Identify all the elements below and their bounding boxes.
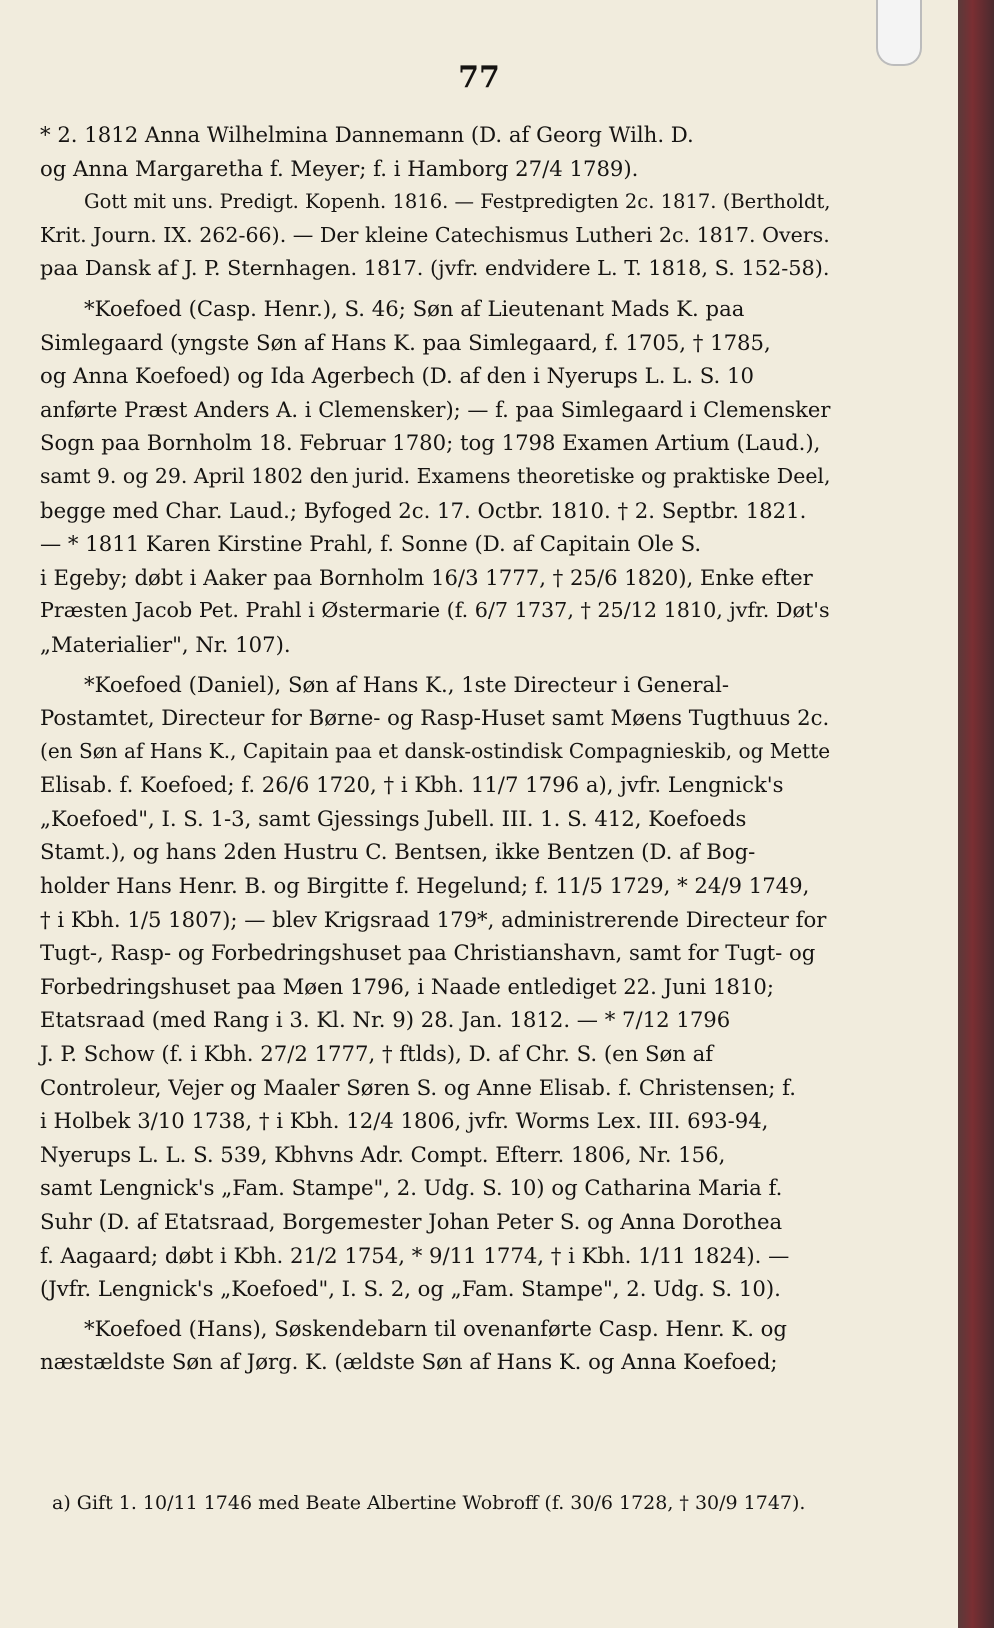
- text-line: begge med Char. Laud.; Byfoged 2c. 17. Octbr. 1810. † 2. Septbr. 1821.: [40, 497, 807, 523]
- text-line: Nyerups L. L. S. 539, Kbhvns Adr. Compt. Efterr. 1806, Nr. 156,: [40, 1141, 726, 1167]
- text-line: og Anna Koefoed) og Ida Agerbech (D. af den i Nyerups L. L. S. 10: [40, 363, 754, 389]
- text-line: anførte Præst Anders A. i Clemensker); — f. paa Simlegaard i Clemensker: [40, 396, 831, 422]
- text-line: *Koefoed (Daniel), Søn af Hans K., 1ste Directeur i General-: [84, 671, 730, 697]
- text-line: næstældste Søn af Jørg. K. (ældste Søn af Hans K. og Anna Koefoed;: [40, 1349, 778, 1375]
- text-line: holder Hans Henr. B. og Birgitte f. Hegelund; f. 11/5 1729, * 24/9 1749,: [40, 873, 810, 899]
- text-line: Tugt-, Rasp- og Forbedringshuset paa Christianshavn, samt for Tugt- og: [40, 940, 816, 966]
- text-line: i Egeby; døbt i Aaker paa Bornholm 16/3 1777, † 25/6 1820), Enke efter: [40, 564, 813, 590]
- text-line: *Koefoed (Hans), Søskendebarn til ovenanførte Casp. Henr. K. og: [84, 1315, 787, 1341]
- text-line: „Materialier", Nr. 107).: [40, 631, 291, 657]
- page-number: 77: [458, 60, 500, 95]
- text-line: „Koefoed", I. S. 1-3, samt Gjessings Jubell. III. 1. S. 412, Koefoeds: [40, 805, 747, 831]
- text-line: samt 9. og 29. April 1802 den jurid. Examens theoretiske og praktiske Deel,: [40, 463, 831, 488]
- text-line: † i Kbh. 1/5 1807); — blev Krigsraad 179*, administrerende Directeur for: [40, 906, 827, 932]
- text-line: Etatsraad (med Rang i 3. Kl. Nr. 9) 28. Jan. 1812. — * 7/12 1796: [40, 1007, 731, 1033]
- entry-koefoed-casp-henr: [40, 292, 830, 662]
- text-line: Gott mit uns. Predigt. Kopenh. 1816. — Festpredigten 2c. 1817. (Bertholdt,: [84, 190, 831, 214]
- text-line: Elisab. f. Koefoed; f. 26/6 1720, † i Kbh. 11/7 1796 a), jvfr. Lengnick's: [40, 772, 784, 798]
- text-line: (Jvfr. Lengnick's „Koefoed", I. S. 2, og „Fam. Stampe", 2. Udg. S. 10).: [40, 1276, 781, 1302]
- text-line: Stamt.), og hans 2den Hustru C. Bentsen, ikke Bentzen (D. af Bog-: [40, 839, 756, 865]
- text-line: J. P. Schow (f. i Kbh. 27/2 1777, † ftlds), D. af Chr. S. (en Søn af: [40, 1041, 714, 1067]
- text-line: Postamtet, Directeur for Børne- og Rasp-Huset samt Møens Tugthuus 2c.: [40, 705, 830, 731]
- text-line: Forbedringshuset paa Møen 1796, i Naade entlediget 22. Juni 1810;: [40, 973, 774, 999]
- text-line: Præsten Jacob Pet. Prahl i Østermarie (f. 6/7 1737, † 25/12 1810, jvfr. Døt's: [40, 598, 830, 623]
- text-line: Krit. Journ. IX. 262-66). — Der kleine Catechismus Lutheri 2c. 1817. Overs.: [40, 222, 830, 247]
- footnote: a) Gift 1. 10/11 1746 med Beate Albertine Wobroff (f. 30/6 1728, † 30/9 1747).: [52, 1492, 806, 1514]
- text-line: paa Dansk af J. P. Sternhagen. 1817. (jvfr. endvidere L. T. 1818, S. 152-58).: [40, 256, 830, 281]
- text-line: *Koefoed (Casp. Henr.), S. 46; Søn af Lieutenant Mads K. paa: [84, 295, 745, 321]
- entry-dannemann: [40, 118, 830, 286]
- page-tab-marker: [876, 0, 922, 66]
- entry-koefoed-daniel: [40, 668, 830, 1306]
- text-line: i Holbek 3/10 1738, † i Kbh. 12/4 1806, jvfr. Worms Lex. III. 693-94,: [40, 1108, 769, 1134]
- text-line: Simlegaard (yngste Søn af Hans K. paa Simlegaard, f. 1705, † 1785,: [40, 329, 771, 355]
- text-line: (en Søn af Hans K., Capitain paa et dansk-ostindisk Compagnieskib, og Mette: [40, 738, 831, 763]
- text-line: Suhr (D. af Etatsraad, Borgemester Johan Peter S. og Anna Dorothea: [40, 1209, 783, 1234]
- text-line: * 2. 1812 Anna Wilhelmina Dannemann (D. af Georg Wilh. D.: [40, 122, 694, 147]
- text-line: f. Aagaard; døbt i Kbh. 21/2 1754, * 9/11 1774, † i Kbh. 1/11 1824). —: [40, 1242, 790, 1268]
- text-line: samt Lengnick's „Fam. Stampe", 2. Udg. S. 10) og Catharina Maria f.: [40, 1175, 783, 1201]
- text-line: og Anna Margaretha f. Meyer; f. i Hamborg 27/4 1789).: [40, 155, 639, 181]
- text-line: Sogn paa Bornholm 18. Februar 1780; tog 1798 Examen Artium (Laud.),: [40, 430, 821, 456]
- text-line: — * 1811 Karen Kirstine Prahl, f. Sonne (D. af Capitain Ole S.: [40, 531, 702, 557]
- book-spine-edge: [958, 0, 994, 1628]
- entry-koefoed-hans: [40, 1312, 830, 1379]
- text-line: Controleur, Vejer og Maaler Søren S. og Anne Elisab. f. Christensen; f.: [40, 1074, 796, 1100]
- page-body: [40, 118, 830, 1385]
